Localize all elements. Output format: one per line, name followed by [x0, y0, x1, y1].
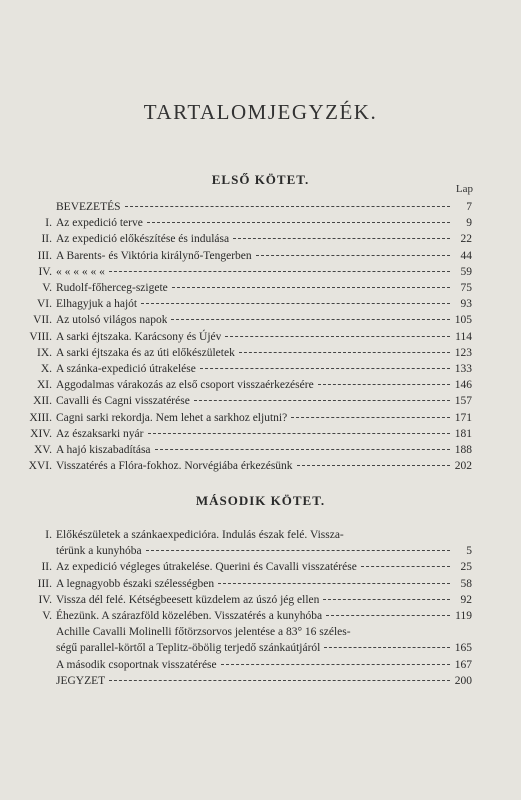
chapter-title: A szánka-expedició útrakelése	[56, 363, 196, 376]
chapter-title: Aggodalmas várakozás az első csoport visszaérkezésére	[56, 379, 314, 392]
chapter-number: VII.	[33, 314, 52, 327]
toc-entry	[20, 312, 472, 328]
chapter-title: « « « « « «	[56, 265, 105, 278]
page-number: 75	[460, 282, 472, 295]
chapter-title: Rudolf-főherceg-szigete	[56, 282, 168, 295]
chapter-title: A hajó kiszabadítása	[56, 444, 151, 457]
page-number: 9	[466, 217, 472, 230]
page-number: 188	[454, 444, 472, 457]
toc-entry	[20, 426, 472, 442]
chapter-title: Az expedició előkészítése és indulása	[56, 233, 230, 246]
dash-leader	[141, 303, 450, 304]
toc-entry	[20, 673, 472, 689]
chapter-title: Az északsarki nyár	[56, 427, 144, 440]
toc-entry	[20, 361, 472, 377]
dash-leader	[109, 680, 450, 681]
page-number: 93	[460, 298, 472, 311]
dash-leader	[326, 615, 450, 616]
volume-2-contents	[20, 527, 472, 689]
chapter-number: II.	[41, 233, 52, 246]
dash-leader	[147, 222, 450, 223]
chapter-number: XIII.	[29, 411, 52, 424]
dash-leader	[148, 433, 451, 434]
page-number: 157	[454, 395, 472, 408]
dash-leader	[218, 583, 450, 584]
chapter-title: Előkészületek a szánkaexpedicióra. Indulás észak felé. Vissza-	[56, 529, 344, 541]
dash-leader	[225, 336, 450, 337]
page-number: 44	[460, 249, 472, 262]
chapter-number: V.	[42, 282, 52, 295]
dash-leader	[171, 319, 450, 320]
chapter-title: ségű parallel-körtől a Teplitz-öbölig terjedő szánkaútjáról	[56, 642, 321, 655]
page-number: 202	[454, 460, 472, 473]
dash-leader	[172, 287, 450, 288]
chapter-number: I.	[45, 217, 52, 230]
chapter-title: Cavalli és Cagni visszatérése	[56, 395, 190, 408]
dash-leader	[155, 449, 450, 450]
dash-leader	[194, 400, 450, 401]
page-number: 5	[466, 545, 472, 558]
chapter-number: X.	[40, 363, 52, 376]
chapter-number: XV.	[33, 444, 52, 457]
page-number: 171	[454, 411, 472, 424]
chapter-number: XIV.	[30, 427, 52, 440]
chapter-number: VI.	[36, 298, 52, 311]
toc-entry	[20, 458, 472, 474]
chapter-number: IV.	[38, 265, 52, 278]
chapter-title: A legnagyobb északi szélességben	[56, 577, 215, 590]
page-number: 119	[455, 610, 472, 623]
page-number: 105	[454, 314, 472, 327]
dash-leader	[200, 368, 450, 369]
dash-leader	[318, 384, 450, 385]
page-number: 114	[455, 330, 472, 343]
chapter-title: Cagni sarki rekordja. Nem lehet a sarkhoz eljutni?	[56, 411, 288, 424]
page-number: 146	[454, 379, 472, 392]
toc-entry	[20, 543, 472, 559]
page-number: 165	[454, 642, 472, 655]
chapter-title: Visszatérés a Flóra-fokhoz. Norvégiába érkezésünk	[56, 460, 293, 473]
toc-entry	[20, 559, 472, 575]
chapter-number: III.	[37, 577, 52, 590]
toc-entry	[20, 199, 472, 215]
page-number: 167	[454, 658, 472, 671]
page-column-label: Lap	[455, 183, 473, 195]
toc-entry	[20, 377, 472, 393]
toc-entry	[20, 231, 472, 247]
chapter-title: Az expedició végleges útrakelése. Querini és Cavalli visszatérése	[56, 561, 357, 574]
page-number: 200	[454, 674, 472, 687]
toc-entry	[20, 329, 472, 345]
volume-1-heading: ELSŐ KÖTET.	[211, 172, 310, 187]
chapter-title: Achille Cavalli Molinelli főtörzsorvos jelentése a 83° 16 széles-	[56, 626, 351, 639]
toc-entry	[20, 393, 472, 409]
dash-leader	[221, 664, 450, 665]
page-number: 7	[466, 201, 472, 213]
chapter-number: III.	[37, 249, 52, 262]
dash-leader	[256, 255, 450, 256]
chapter-number: V.	[42, 610, 52, 623]
chapter-number: IV.	[38, 593, 52, 606]
chapter-title: A sarki éjtszaka. Karácsony és Újév	[56, 330, 222, 343]
toc-entry	[20, 576, 472, 592]
chapter-title: térünk a kunyhóba	[56, 545, 142, 558]
page-number: 133	[454, 363, 472, 376]
chapter-title: JEGYZET	[56, 674, 106, 687]
toc-entry	[20, 624, 472, 640]
dash-leader	[323, 599, 450, 600]
dash-leader	[109, 271, 450, 272]
dash-leader	[233, 238, 450, 239]
chapter-number: XVI.	[28, 460, 52, 473]
toc-entry	[20, 215, 472, 231]
chapter-title: A második csoportnak visszatérése	[56, 658, 217, 671]
page-number: 181	[454, 427, 472, 440]
chapter-title: Éhezünk. A szárazföld közelében. Visszatérés a kunyhóba	[56, 610, 323, 623]
chapter-number: VIII.	[29, 330, 52, 343]
dash-leader	[125, 206, 450, 207]
chapter-number: II.	[41, 561, 52, 574]
toc-entry	[20, 264, 472, 280]
toc-entry	[20, 592, 472, 608]
page-number: 58	[460, 577, 472, 590]
page-number: 25	[460, 561, 472, 574]
dash-leader	[291, 417, 450, 418]
chapter-title: Vissza dél felé. Kétségbeesett küzdelem az úszó jég ellen	[56, 593, 320, 606]
chapter-title: BEVEZETÉS	[56, 201, 121, 213]
chapter-title: A sarki éjtszaka és az úti előkészületek	[56, 346, 235, 359]
dash-leader	[361, 566, 450, 567]
volume-2-heading: MÁSODIK KÖTET.	[195, 493, 326, 508]
toc-entry	[20, 296, 472, 312]
chapter-number: I.	[45, 529, 52, 541]
page-number: 59	[460, 265, 472, 278]
chapter-number: XI.	[36, 379, 52, 392]
toc-entry	[20, 280, 472, 296]
page-number: 22	[460, 233, 472, 246]
page-number: 92	[460, 593, 472, 606]
chapter-number: XII.	[33, 395, 52, 408]
page-number: 123	[454, 346, 472, 359]
dash-leader	[239, 352, 450, 353]
toc-entry	[20, 345, 472, 361]
chapter-title: Az utolsó világos napok	[56, 314, 168, 327]
toc-entry	[20, 608, 472, 624]
dash-leader	[146, 550, 450, 551]
dash-leader	[324, 647, 450, 648]
toc-entry	[20, 640, 472, 656]
chapter-title: Az expedició terve	[56, 217, 143, 230]
chapter-title: A Barents- és Viktória királynő-Tengerben	[56, 249, 252, 262]
toc-entry	[20, 410, 472, 426]
toc-entry	[20, 657, 472, 673]
dash-leader	[297, 465, 450, 466]
toc-entry	[20, 527, 472, 543]
toc-entry	[20, 442, 472, 458]
toc-entry	[20, 248, 472, 264]
page-title: TARTALOMJEGYZÉK.	[143, 100, 378, 124]
chapter-number: IX.	[36, 346, 52, 359]
volume-1-contents	[20, 199, 472, 474]
chapter-title: Elhagyjuk a hajót	[56, 298, 138, 311]
